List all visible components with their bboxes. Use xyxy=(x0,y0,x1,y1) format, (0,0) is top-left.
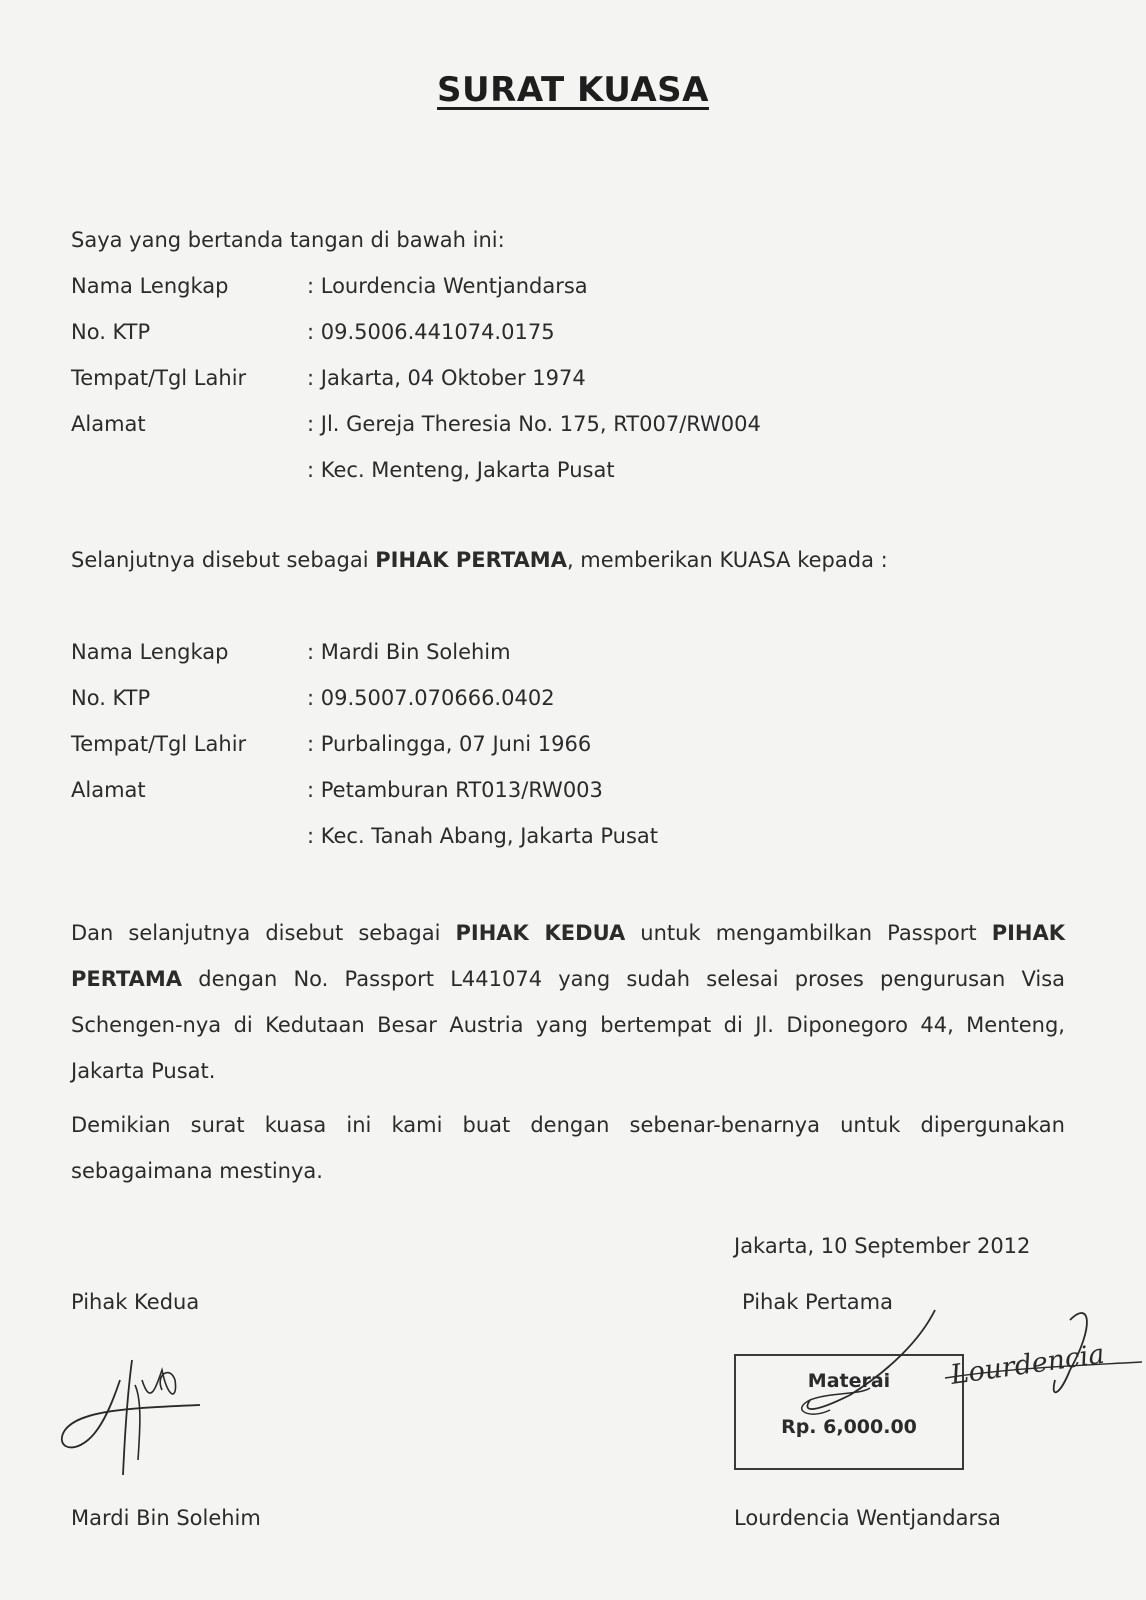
party2-birth-value: : Purbalingga, 07 Juni 1966 xyxy=(307,732,592,756)
p1-bold-pihak-pertama: PIHAK PERTAMA xyxy=(71,921,1065,991)
party1-address-label: Alamat xyxy=(71,412,146,436)
left-signature-icon xyxy=(50,1350,230,1480)
p1-part-c: untuk mengambilkan Passport xyxy=(625,921,992,945)
left-signature-role: Pihak Kedua xyxy=(71,1290,200,1314)
transition-text xyxy=(71,548,888,572)
transition-before: Selanjutnya disebut sebagai xyxy=(71,548,376,572)
intro-text: Saya yang bertanda tangan di bawah ini: xyxy=(71,228,505,252)
document-title: SURAT KUASA xyxy=(437,70,709,110)
party2-name-value: : Mardi Bin Solehim xyxy=(307,640,511,664)
right-signature-name: Lourdencia Wentjandarsa xyxy=(734,1506,1001,1530)
party1-address-line2: : Kec. Menteng, Jakarta Pusat xyxy=(307,458,615,482)
party1-birth-value: : Jakarta, 04 Oktober 1974 xyxy=(307,366,586,390)
right-signature-role: Pihak Pertama xyxy=(742,1290,893,1314)
party1-birth-label: Tempat/Tgl Lahir xyxy=(71,366,247,390)
p1-part-e: dengan No. Passport L441074 yang sudah selesai proses pengurusan Visa Schengen-nya di Kedutaan Besar Austria yang bertempat di Jl. Diponegoro 44, Menteng, Jakarta Pusat. xyxy=(71,967,1065,1083)
party2-address-label: Alamat xyxy=(71,778,146,802)
transition-bold: PIHAK PERTAMA xyxy=(375,548,567,572)
party2-address-line1: : Petamburan RT013/RW003 xyxy=(307,778,603,802)
party2-birth-label: Tempat/Tgl Lahir xyxy=(71,732,247,756)
party1-ktp-label: No. KTP xyxy=(71,320,151,344)
right-signature-icon xyxy=(770,1300,1146,1440)
place-date: Jakarta, 10 September 2012 xyxy=(734,1234,1031,1258)
party1-address-line1: : Jl. Gereja Theresia No. 175, RT007/RW004 xyxy=(307,412,761,436)
materai-label: Materai xyxy=(807,1370,891,1392)
body-paragraph-2: Demikian surat kuasa ini kami buat dengan sebenar-benarnya untuk dipergunakan sebagaimana mestinya. xyxy=(71,1113,1065,1183)
p1-bold-pihak-kedua: PIHAK KEDUA xyxy=(455,921,626,945)
party2-name-label: Nama Lengkap xyxy=(71,640,229,664)
materai-amount: Rp. 6,000.00 xyxy=(781,1416,917,1438)
party1-ktp-value: : 09.5006.441074.0175 xyxy=(307,320,555,344)
party2-address-line2: : Kec. Tanah Abang, Jakarta Pusat xyxy=(307,824,659,848)
party2-ktp-label: No. KTP xyxy=(71,686,151,710)
party2-ktp-value: : 09.5007.070666.0402 xyxy=(307,686,555,710)
transition-after: , memberikan KUASA kepada : xyxy=(566,548,888,572)
body-paragraph-1 xyxy=(71,910,1065,1094)
p1-part-a: Dan selanjutnya disebut sebagai xyxy=(71,921,456,945)
left-signature-name: Mardi Bin Solehim xyxy=(71,1506,261,1530)
right-signature-handwriting: Lourdencia xyxy=(948,1338,1107,1391)
party1-name-value: : Lourdencia Wentjandarsa xyxy=(307,274,588,298)
party1-name-label: Nama Lengkap xyxy=(71,274,229,298)
